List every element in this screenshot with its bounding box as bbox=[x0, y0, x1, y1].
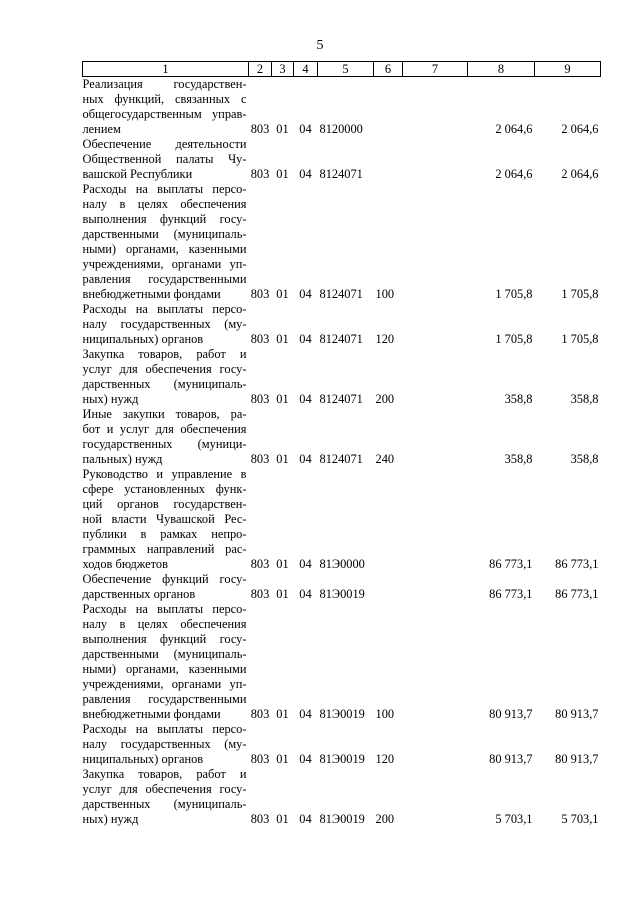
ministry-code-cell: 803 bbox=[250, 332, 270, 346]
expense-type-cell bbox=[374, 77, 403, 138]
section-code-cell: 01 bbox=[276, 557, 289, 571]
amount-column-8-cell: 86 773,1 bbox=[489, 557, 533, 571]
column-7-cell bbox=[403, 572, 468, 602]
ministry-code-cell: 803 bbox=[250, 122, 270, 136]
target-article-cell: 81Э0019 bbox=[319, 587, 365, 601]
expense-type-cell bbox=[374, 137, 403, 182]
table-row bbox=[83, 572, 601, 602]
column-7-cell bbox=[403, 407, 468, 467]
description-line: Иные закупки товаров, ра- bbox=[82, 407, 247, 421]
description-line: дарственными (муниципаль- bbox=[82, 647, 247, 661]
target-article-cell: 81Э0019 bbox=[319, 812, 365, 826]
target-article-cell: 81Э0019 bbox=[319, 752, 365, 766]
row-description bbox=[83, 467, 249, 572]
description-line: бот и услуг для обеспечения bbox=[82, 422, 247, 436]
description-line: публики в рамках непро- bbox=[82, 527, 247, 541]
expense-type-cell: 120 bbox=[375, 332, 395, 346]
description-line: налу государственных (му- bbox=[82, 317, 247, 331]
subsection-code-cell: 04 bbox=[299, 587, 312, 601]
description-line: сфере установленных функ- bbox=[82, 482, 247, 496]
description-line: Расходы на выплаты персо- bbox=[82, 182, 247, 196]
section-code-cell: 01 bbox=[276, 587, 289, 601]
description-line: дарственных (муниципаль- bbox=[82, 377, 247, 391]
amount-column-9-cell: 80 913,7 bbox=[555, 752, 599, 766]
column-header: 9 bbox=[535, 62, 601, 77]
target-article-cell: 8124071 bbox=[319, 167, 363, 181]
subsection-code-cell: 04 bbox=[299, 332, 312, 346]
column-header: 1 bbox=[83, 62, 249, 77]
description-line: налу государственных (му- bbox=[82, 737, 247, 751]
description-line: учреждениями, органами уп- bbox=[82, 257, 247, 271]
subsection-code-cell: 04 bbox=[299, 122, 312, 136]
description-line: услуг для обеспечения госу- bbox=[82, 362, 247, 376]
subsection-code-cell: 04 bbox=[299, 392, 312, 406]
amount-column-8-cell: 80 913,7 bbox=[489, 707, 533, 721]
amount-column-8-cell: 80 913,7 bbox=[489, 752, 533, 766]
column-header: 6 bbox=[374, 62, 403, 77]
column-7-cell bbox=[403, 467, 468, 572]
description-line: равления государственными bbox=[82, 272, 247, 286]
ministry-code-cell: 803 bbox=[250, 752, 270, 766]
description-line: общегосударственным управ- bbox=[82, 107, 247, 121]
description-line: налу в целях обеспечения bbox=[82, 617, 247, 631]
description-line: Расходы на выплаты персо- bbox=[82, 722, 247, 736]
table-body bbox=[83, 77, 601, 828]
subsection-code-cell: 04 bbox=[299, 707, 312, 721]
description-line: Расходы на выплаты персо- bbox=[82, 602, 247, 616]
row-description bbox=[83, 602, 249, 722]
row-description bbox=[83, 77, 249, 138]
table-row bbox=[83, 467, 601, 572]
amount-column-9-cell: 80 913,7 bbox=[555, 707, 599, 721]
description-line: ниципальных) органов bbox=[82, 752, 204, 766]
target-article-cell: 8120000 bbox=[319, 122, 363, 136]
column-header: 2 bbox=[249, 62, 272, 77]
column-header: 7 bbox=[403, 62, 468, 77]
target-article-cell: 8124071 bbox=[319, 287, 363, 301]
row-description bbox=[83, 137, 249, 182]
description-line: налу в целях обеспечения bbox=[82, 197, 247, 211]
column-7-cell bbox=[403, 347, 468, 407]
column-7-cell bbox=[403, 767, 468, 827]
description-line: дарственными (муниципаль- bbox=[82, 227, 247, 241]
amount-column-8-cell: 2 064,6 bbox=[495, 122, 533, 136]
ministry-code-cell: 803 bbox=[250, 707, 270, 721]
expense-type-cell bbox=[374, 467, 403, 572]
target-article-cell: 8124071 bbox=[319, 392, 363, 406]
amount-column-8-cell: 358,8 bbox=[504, 392, 533, 406]
table-row bbox=[83, 722, 601, 767]
description-line: ниципальных) органов bbox=[82, 332, 204, 346]
expense-type-cell: 200 bbox=[375, 812, 395, 826]
ministry-code-cell: 803 bbox=[250, 452, 270, 466]
ministry-code-cell: 803 bbox=[250, 392, 270, 406]
description-line: равления государственными bbox=[82, 692, 247, 706]
expense-type-cell: 200 bbox=[375, 392, 395, 406]
column-header: 3 bbox=[272, 62, 294, 77]
column-7-cell bbox=[403, 302, 468, 347]
expense-type-cell: 120 bbox=[375, 752, 395, 766]
section-code-cell: 01 bbox=[276, 752, 289, 766]
table-row bbox=[83, 407, 601, 467]
section-code-cell: 01 bbox=[276, 167, 289, 181]
amount-column-9-cell: 1 705,8 bbox=[561, 332, 599, 346]
budget-table bbox=[82, 61, 601, 827]
section-code-cell: 01 bbox=[276, 392, 289, 406]
ministry-code-cell: 803 bbox=[250, 167, 270, 181]
description-line: ций органов государствен- bbox=[82, 497, 247, 511]
section-code-cell: 01 bbox=[276, 707, 289, 721]
ministry-code-cell: 803 bbox=[250, 812, 270, 826]
expense-type-cell bbox=[374, 572, 403, 602]
amount-column-9-cell: 358,8 bbox=[570, 452, 599, 466]
column-7-cell bbox=[403, 77, 468, 138]
amount-column-9-cell: 358,8 bbox=[570, 392, 599, 406]
expense-type-cell: 100 bbox=[375, 707, 395, 721]
subsection-code-cell: 04 bbox=[299, 287, 312, 301]
description-line: ных) нужд bbox=[82, 392, 139, 406]
column-header: 5 bbox=[318, 62, 374, 77]
description-line: Общественной палаты Чу- bbox=[82, 152, 247, 166]
section-code-cell: 01 bbox=[276, 332, 289, 346]
column-7-cell bbox=[403, 137, 468, 182]
row-description bbox=[83, 572, 249, 602]
subsection-code-cell: 04 bbox=[299, 167, 312, 181]
description-line: Закупка товаров, работ и bbox=[82, 767, 247, 781]
description-line: ными) органами, казенными bbox=[82, 662, 247, 676]
description-line: вашской Республики bbox=[82, 167, 193, 181]
table-row bbox=[83, 302, 601, 347]
table-row bbox=[83, 602, 601, 722]
table-row bbox=[83, 182, 601, 302]
description-line: ходов бюджетов bbox=[82, 557, 168, 571]
description-line: Обеспечение функций госу- bbox=[82, 572, 247, 586]
amount-column-8-cell: 358,8 bbox=[504, 452, 533, 466]
description-line: Закупка товаров, работ и bbox=[82, 347, 247, 361]
subsection-code-cell: 04 bbox=[299, 557, 312, 571]
amount-column-8-cell: 1 705,8 bbox=[495, 287, 533, 301]
row-description bbox=[83, 767, 249, 827]
section-code-cell: 01 bbox=[276, 452, 289, 466]
amount-column-9-cell: 1 705,8 bbox=[561, 287, 599, 301]
column-7-cell bbox=[403, 182, 468, 302]
section-code-cell: 01 bbox=[276, 122, 289, 136]
column-header: 8 bbox=[468, 62, 535, 77]
description-line: ной власти Чувашской Рес- bbox=[82, 512, 247, 526]
expense-type-cell: 100 bbox=[375, 287, 395, 301]
ministry-code-cell: 803 bbox=[250, 587, 270, 601]
description-line: выполнения функций госу- bbox=[82, 212, 247, 226]
amount-column-9-cell: 2 064,6 bbox=[561, 122, 599, 136]
description-line: Расходы на выплаты персо- bbox=[82, 302, 247, 316]
description-line: государственных (муници- bbox=[82, 437, 247, 451]
amount-column-8-cell: 2 064,6 bbox=[495, 167, 533, 181]
row-description bbox=[83, 347, 249, 407]
amount-column-8-cell: 5 703,1 bbox=[495, 812, 533, 826]
table-row bbox=[83, 77, 601, 138]
amount-column-9-cell: 5 703,1 bbox=[561, 812, 599, 826]
target-article-cell: 81Э0000 bbox=[319, 557, 365, 571]
subsection-code-cell: 04 bbox=[299, 452, 312, 466]
description-line: дарственных (муниципаль- bbox=[82, 797, 247, 811]
description-line: Реализация государствен- bbox=[82, 77, 247, 91]
table-row bbox=[83, 767, 601, 827]
ministry-code-cell: 803 bbox=[250, 557, 270, 571]
subsection-code-cell: 04 bbox=[299, 812, 312, 826]
description-line: ных функций, связанных с bbox=[82, 92, 247, 106]
description-line: ными) органами, казенными bbox=[82, 242, 247, 256]
description-line: Обеспечение деятельности bbox=[82, 137, 247, 151]
amount-column-9-cell: 86 773,1 bbox=[555, 587, 599, 601]
row-description bbox=[83, 722, 249, 767]
description-line: внебюджетными фондами bbox=[82, 707, 221, 721]
row-description bbox=[83, 302, 249, 347]
description-line: внебюджетными фондами bbox=[82, 287, 221, 301]
description-line: учреждениями, органами уп- bbox=[82, 677, 247, 691]
amount-column-9-cell: 86 773,1 bbox=[555, 557, 599, 571]
ministry-code-cell: 803 bbox=[250, 287, 270, 301]
description-line: выполнения функций госу- bbox=[82, 632, 247, 646]
page-number: 5 bbox=[316, 38, 324, 53]
section-code-cell: 01 bbox=[276, 287, 289, 301]
column-header: 4 bbox=[294, 62, 318, 77]
row-description bbox=[83, 407, 249, 467]
table-row bbox=[83, 347, 601, 407]
description-line: Руководство и управление в bbox=[82, 467, 247, 481]
target-article-cell: 8124071 bbox=[319, 332, 363, 346]
column-number-header bbox=[83, 62, 601, 77]
target-article-cell: 8124071 bbox=[319, 452, 363, 466]
amount-column-9-cell: 2 064,6 bbox=[561, 167, 599, 181]
description-line: лением bbox=[82, 122, 121, 136]
amount-column-8-cell: 86 773,1 bbox=[489, 587, 533, 601]
row-description bbox=[83, 182, 249, 302]
description-line: дарственных органов bbox=[82, 587, 196, 601]
subsection-code-cell: 04 bbox=[299, 752, 312, 766]
target-article-cell: 81Э0019 bbox=[319, 707, 365, 721]
amount-column-8-cell: 1 705,8 bbox=[495, 332, 533, 346]
description-line: услуг для обеспечения госу- bbox=[82, 782, 247, 796]
description-line: пальных) нужд bbox=[82, 452, 163, 466]
column-7-cell bbox=[403, 602, 468, 722]
expense-type-cell: 240 bbox=[375, 452, 395, 466]
table-row bbox=[83, 137, 601, 182]
column-7-cell bbox=[403, 722, 468, 767]
description-line: ных) нужд bbox=[82, 812, 139, 826]
description-line: граммных направлений рас- bbox=[82, 542, 247, 556]
section-code-cell: 01 bbox=[276, 812, 289, 826]
